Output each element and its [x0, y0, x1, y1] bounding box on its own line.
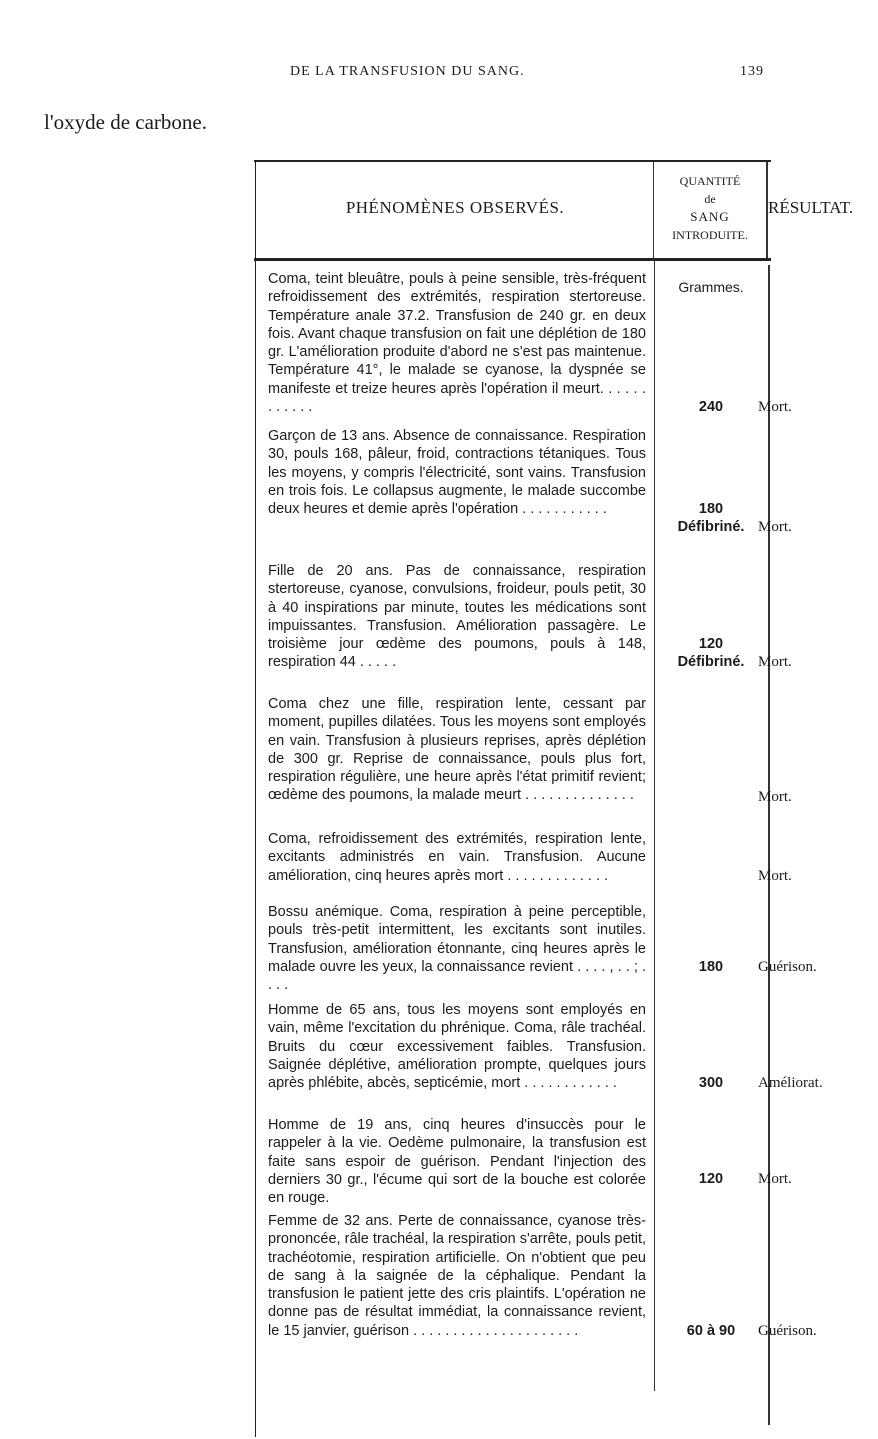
header-result: RÉSULTAT. — [768, 198, 854, 217]
running-head — [0, 64, 800, 84]
quantity-value: 120 — [698, 636, 724, 652]
header-quantity-line: SANG — [690, 209, 730, 224]
result-value: Mort. — [758, 789, 792, 805]
column-divider — [653, 162, 654, 258]
header-quantity-line: QUANTITÉ — [679, 174, 741, 188]
lead-text: l'oxyde de carbone. — [44, 110, 207, 134]
table-header-rule — [254, 258, 771, 261]
quantity-value: 300 — [698, 1075, 724, 1091]
result-value: Mort. — [758, 1171, 792, 1187]
quantity-value: 180 — [698, 501, 724, 517]
running-title: DE LA TRANSFUSION DU SANG. — [290, 64, 525, 79]
quantity-value: 120 — [698, 1171, 724, 1187]
table-row-text: Garçon de 13 ans. Absence de connaissance. Respiration 30, pouls 168, pâleur, froid, contractions tétaniques. Tous les moyens, y compris l'électricité, sont vains. Transfusion en trois fois. Le collapsus augmente, le malade succombe deux heures et demie après l'opération . . . . . . . . . . . — [268, 428, 646, 518]
page-number: 139 — [740, 64, 764, 79]
result-value: Mort. — [758, 868, 792, 884]
quantity-value: 180 — [698, 959, 724, 975]
result-value: Mort. — [758, 519, 792, 535]
result-value: Guérison. — [758, 959, 817, 975]
table-top-rule — [254, 160, 771, 162]
column-divider — [654, 261, 655, 1391]
column-divider — [768, 265, 770, 1425]
table-row-text: Coma, teint bleuâtre, pouls à peine sensible, très-fréquent refroidissement des extrémités, respiration stertoreuse. Température anale 37.2. Transfusion de 240 gr. en deux fois. Avant chaque transfusion on fait une déplétion de 180 gr. L'amélioration produite d'abord ne s'est pas maintenue. Température 41°, le malade se cyanose, la dyspnée se manifeste et treize heures après l'opération il meurt. . . . . . . . . . . . — [268, 271, 646, 416]
header-quantity-line: INTRODUITE. — [672, 228, 748, 242]
result-value: Mort. — [758, 399, 792, 415]
unit-label: Grammes. — [678, 279, 744, 295]
result-value: Mort. — [758, 654, 792, 670]
table-row-text: Femme de 32 ans. Perte de connaissance, cyanose très-prononcée, râle trachéal, la respiration s'arrête, pouls petit, trachéotomie, respiration artificielle. On n'obtient que peu de sang à la saignée de la céphalique. Pendant la transfusion le patient jette des cris plaintifs. L'opération ne donne pas de résultat immédiat, la connaissance revient, le 15 janvier, guérison . . . . . . . . . . . . . . . . . . . . . — [268, 1213, 646, 1339]
header-phenomena: PHÉNOMÈNES OBSERVÉS. — [345, 198, 565, 217]
header-quantity — [655, 172, 765, 244]
quantity-unit — [656, 278, 766, 297]
table-row-text: Coma, refroidissement des extrémités, respiration lente, excitants administrés en vain. Transfusion. Aucune amélioration, cinq heures après mort . . . . . . . . . . . . . — [268, 831, 646, 884]
table-row-text: Homme de 19 ans, cinq heures d'insuccès pour le rappeler à la vie. Oedème pulmonaire, la transfusion est faite sans espoir de guérison. Pendant l'injection des derniers 30 gr., l'écume qui sort de la bouche est colorée en rouge. — [268, 1117, 646, 1207]
header-quantity-line: de — [704, 192, 716, 206]
table-row-text: Coma chez une fille, respiration lente, cessant par moment, pupilles dilatées. Tous les moyens sont employés en vain. Transfusion à plusieurs reprises, après déplétion de 300 gr. Reprise de connaissance, pouls plus fort, respiration régulière, une heure après l'état primitif revient; œdème des poumons, la malade meurt . . . . . . . . . . . . . . — [268, 696, 646, 804]
quantity-value: 60 à 90 — [686, 1323, 736, 1339]
table-row-text: Homme de 65 ans, tous les moyens sont employés en vain, même l'excitation du phrénique. Coma, râle trachéal. Bruits du cœur excessivement faibles. Transfusion. Saignée déplétive, amélioration prompte, quelques jours après phlébite, abcès, septicémie, mort . . . . . . . . . . . . — [268, 1002, 646, 1092]
result-value: Améliorat. — [758, 1075, 823, 1091]
quantity-note: Défibriné. — [677, 519, 745, 535]
table-row-text: Bossu anémique. Coma, respiration à peine perceptible, pouls très-petit intermittent, les excitants sont inutiles. Transfusion, amélioration étonnante, cinq heures après le malade ouvre les yeux, la connaissance revient . . . . , . . ; . . . . — [268, 904, 646, 994]
quantity-value: 240 — [698, 399, 724, 415]
table-row-text: Fille de 20 ans. Pas de connaissance, respiration stertoreuse, cyanose, convulsions, froideur, pouls petit, 30 à 40 inspirations par minute, toutes les médications sont impuissantes. Transfusion. Amélioration passagère. Le troisième jour œdème des poumons, pouls à 148, respiration 44 . . . . . — [268, 563, 646, 671]
quantity-note: Défibriné. — [677, 654, 745, 670]
result-value: Guérison. — [758, 1323, 817, 1339]
